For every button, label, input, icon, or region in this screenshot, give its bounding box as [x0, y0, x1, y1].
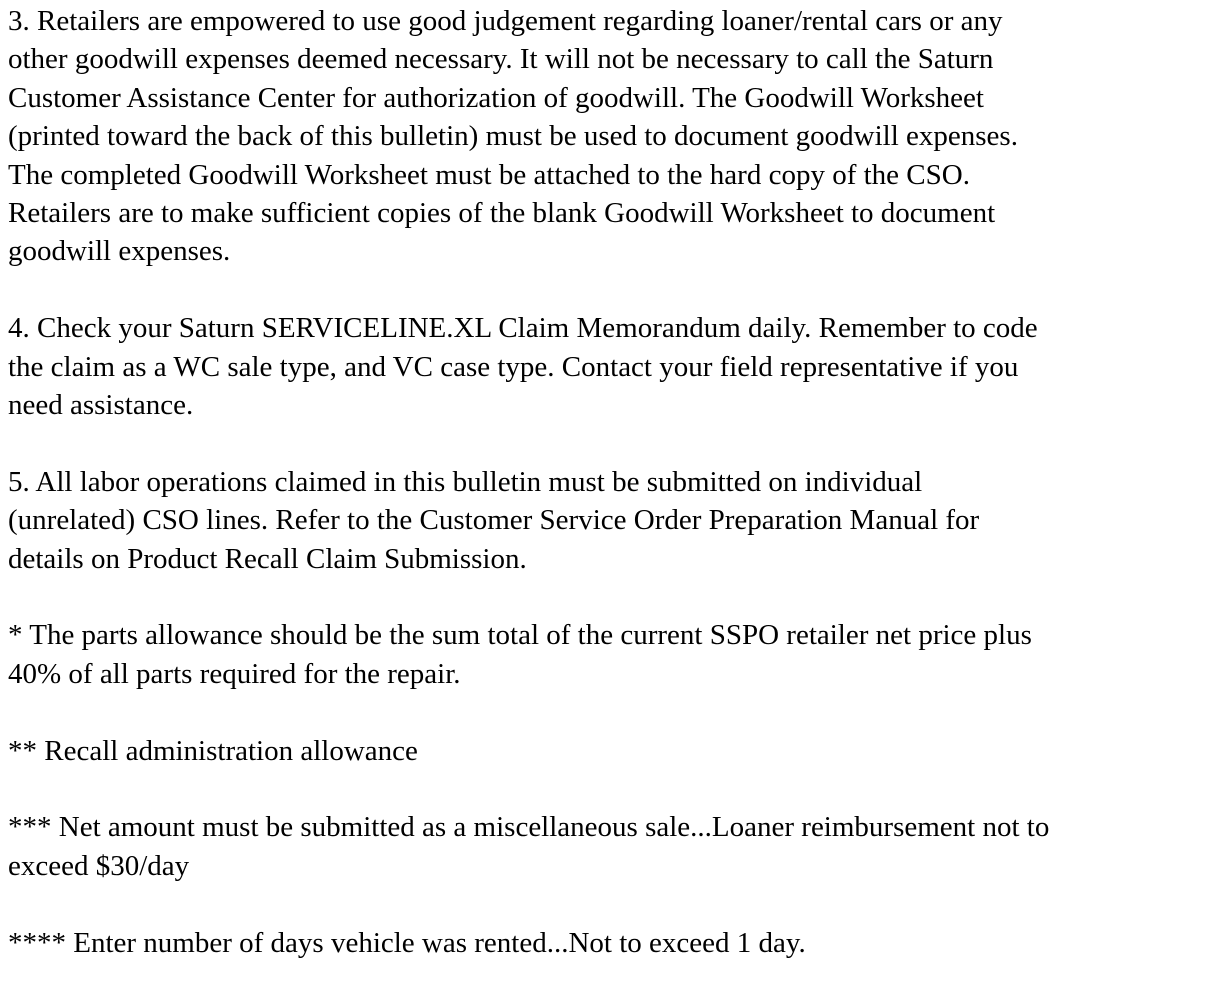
- text-line: ** Recall administration allowance: [8, 734, 418, 767]
- text-line: 40% of all parts required for the repair.: [8, 657, 461, 690]
- text-line: goodwill expenses.: [8, 235, 231, 268]
- text-line: * The parts allowance should be the sum total of the current SSPO retailer net price plus: [8, 619, 1032, 652]
- text-line: Retailers are to make sufficient copies of the blank Goodwill Worksheet to document: [8, 197, 996, 230]
- paragraph-claim-memorandum: [8, 309, 1212, 424]
- text-line: *** Net amount must be submitted as a miscellaneous sale...Loaner reimbursement not to: [8, 811, 1050, 844]
- text-line: the claim as a WC sale type, and VC case type. Contact your field representative if you: [8, 350, 1019, 383]
- text-line: The completed Goodwill Worksheet must be attached to the hard copy of the CSO.: [8, 158, 970, 191]
- text-line: 4. Check your Saturn SERVICELINE.XL Claim Memorandum daily. Remember to code: [8, 312, 1038, 345]
- footnote-recall-administration: [8, 732, 1212, 770]
- text-line: exceed $30/day: [8, 849, 190, 882]
- paragraph-goodwill-expenses: [8, 2, 1212, 271]
- document-page: [8, 2, 1212, 1000]
- text-line: need assistance.: [8, 389, 194, 422]
- text-line: **** Enter number of days vehicle was rented...Not to exceed 1 day.: [8, 926, 806, 959]
- footnote-rental-days: [8, 924, 1212, 962]
- text-line: other goodwill expenses deemed necessary. It will not be necessary to call the Saturn: [8, 43, 994, 76]
- text-line: Customer Assistance Center for authorization of goodwill. The Goodwill Worksheet: [8, 81, 984, 114]
- footnote-parts-allowance: [8, 616, 1212, 693]
- paragraph-labor-operations: [8, 463, 1212, 578]
- text-line: (printed toward the back of this bulletin) must be used to document goodwill expenses.: [8, 120, 1018, 153]
- text-line: 3. Retailers are empowered to use good judgement regarding loaner/rental cars or any: [8, 5, 1003, 37]
- text-line: details on Product Recall Claim Submission.: [8, 542, 527, 575]
- footnote-loaner-reimbursement: [8, 808, 1212, 885]
- text-line: 5. All labor operations claimed in this bulletin must be submitted on individual: [8, 465, 923, 498]
- text-line: (unrelated) CSO lines. Refer to the Customer Service Order Preparation Manual for: [8, 504, 980, 537]
